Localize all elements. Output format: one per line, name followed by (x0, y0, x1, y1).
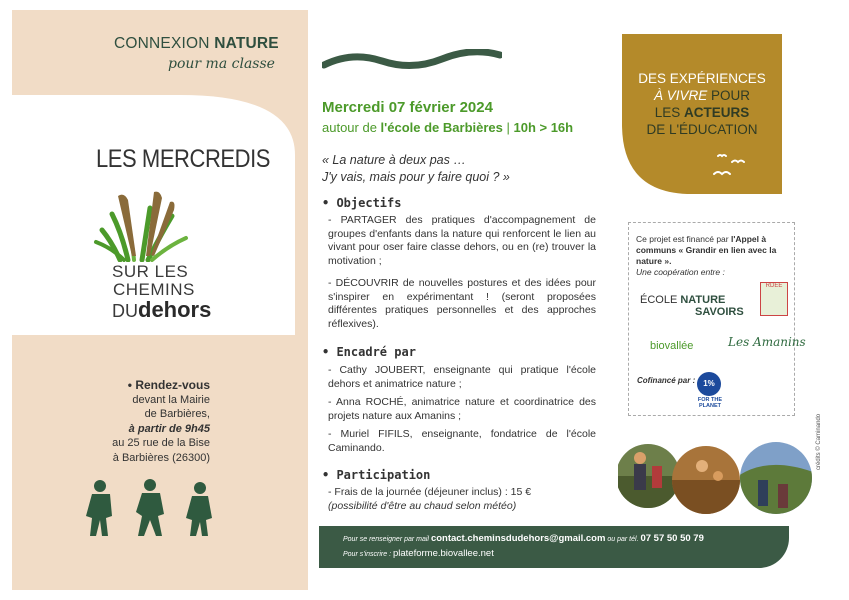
cofinance-label: Cofinancé par : (637, 376, 696, 385)
event-quote (322, 152, 592, 186)
event-place: autour de l'école de Barbières | 10h > 16h (322, 120, 574, 135)
biovallee-logo: biovallée (650, 340, 694, 352)
objectifs-heading: • Objectifs (322, 196, 402, 210)
encadre-para-3: - Muriel FIFILS, enseignante, fondatrice de l'école Caminando. (328, 428, 596, 454)
gold-line: À VIVRE POUR (653, 88, 751, 103)
event-date: Mercredi 07 février 2024 (322, 99, 493, 116)
rdv-line: de Barbières, (144, 408, 210, 420)
objectifs-para-1: - PARTAGER des pratiques d'accompagnement de groupes d'enfants dans la nature qui renforcent le lien au vivant pour oser faire classe dehors, ou en (re) trouver la motivation ; (328, 214, 596, 267)
rendez-vous-heading: • Rendez-vous (127, 378, 210, 392)
contact-line-1: Pour se renseigner par mail contact.cheminsdudehors@gmail.com ou par tél. 07 57 50 50 79 (343, 533, 704, 544)
contact-email-link[interactable]: contact.cheminsdudehors@gmail.com (430, 533, 606, 544)
rdv-line: au 25 rue de la Bise (112, 437, 210, 449)
les-mercredis-title: LES MERCREDIS (96, 145, 270, 173)
ecole-nature-savoirs-logo: ÉCOLE NATURE SAVOIRS (640, 294, 744, 318)
grass-logo-icon (88, 190, 198, 262)
one-percent-planet-logo: 1% (697, 372, 721, 396)
gold-line: DE L'ÉDUCATION (646, 122, 758, 137)
signup-link[interactable]: plateforme.biovallee.net (392, 548, 494, 559)
for-the-planet-label: FOR THE PLANET (697, 397, 723, 409)
rdv-line: à Barbières (26300) (112, 451, 210, 464)
connexion-nature-title: CONNEXION NATURE (114, 35, 279, 52)
amanins-logo: Les Amanins (728, 335, 806, 349)
encadre-para-1: - Cathy JOUBERT, enseignante qui pratique l'école dehors et animatrice nature ; (328, 364, 596, 390)
logo-text-line3: DUdehors (112, 297, 212, 322)
participation-para-2: (possibilité d'être au chaud selon météo) (328, 500, 517, 512)
participation-heading: • Participation (322, 468, 431, 482)
photo-credit: crédits © Caminando (816, 413, 822, 470)
rdee-logo: RDEE (760, 282, 788, 316)
gold-line: DES EXPÉRIENCES (638, 71, 766, 86)
rdv-line: à partir de 9h45 (128, 422, 210, 435)
quote-line: « La nature à deux pas … (322, 153, 466, 167)
connexion-subtitle: pour ma classe (168, 56, 275, 72)
funding-text: Ce projet est financé par l'Appel à communs « Grandir en lien avec la nature ». Une coopération entre : (636, 234, 777, 277)
gold-line: LES ACTEURS (654, 105, 750, 120)
walking-children-icon (78, 478, 228, 538)
logo-text-line2: CHEMINS (113, 280, 195, 299)
participation-para-1: - Frais de la journée (déjeuner inclus) : 15 € (328, 486, 532, 498)
quote-line: J'y vais, mais pour y faire quoi ? » (322, 170, 510, 184)
encadre-para-2: - Anna ROCHÉ, animatrice nature et coordinatrice des projets nature aux Amanins ; (328, 396, 596, 422)
wave-decoration-icon (322, 49, 502, 73)
rendez-vous-block (90, 378, 210, 465)
logo-text-line1: SUR LES (112, 262, 189, 281)
nature-photos-collage (618, 436, 813, 526)
contact-phone[interactable]: 07 57 50 50 79 (640, 533, 704, 544)
gold-panel-text (624, 70, 780, 138)
rdv-line: devant la Mairie (132, 393, 210, 406)
objectifs-para-2: - DÉCOUVRIR de nouvelles postures et des idées pour s'inspirer en expérimentant ! (seront proposées différentes pratiques personnelles et des approches réflexives). (328, 277, 596, 330)
encadre-heading: • Encadré par (322, 345, 416, 359)
contact-line-2: Pour s'inscrire : plateforme.biovallee.net (343, 548, 494, 559)
